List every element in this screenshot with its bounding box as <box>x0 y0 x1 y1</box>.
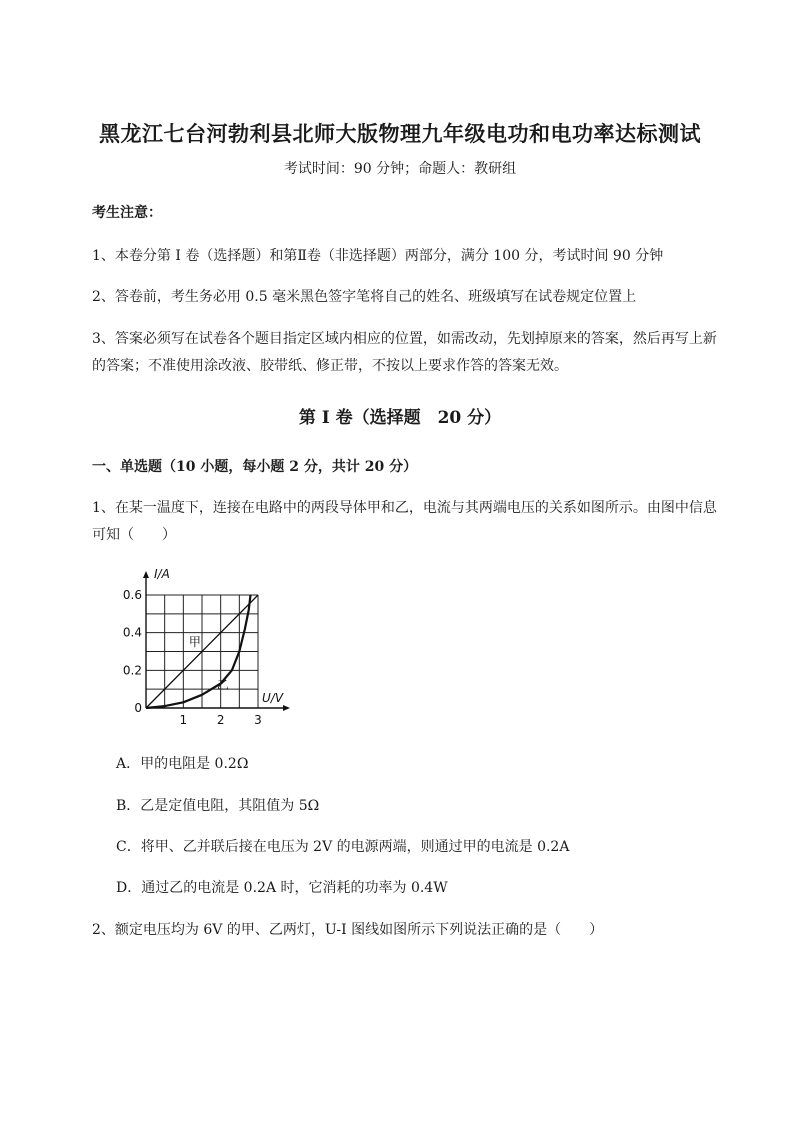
x-tick-label: 3 <box>254 713 262 726</box>
question-1-stem: 1、在某一温度下，连接在电路中的两段导体甲和乙，电流与其两端电压的关系如图所示。由图中信息 <box>92 500 717 516</box>
y-axis-label: I/A <box>154 567 170 581</box>
document-subtitle: 考试时间：90 分钟；命题人：教研组 <box>283 161 517 177</box>
question-1-option-a: A．甲的电阻是 0.2Ω <box>116 756 249 772</box>
question-1-option-b: B．乙是定值电阻，其阻值为 5Ω <box>116 798 320 814</box>
y-tick-label: 0.6 <box>122 588 142 602</box>
series-label-jia: 甲 <box>188 634 201 649</box>
question-1-option-c: C．将甲、乙并联后接在电压为 2V 的电源两端，则通过甲的电流是 0.2A <box>116 839 570 855</box>
notice-item-3: 3、答案必须写在试卷各个题目指定区域内相应的位置，如需改动，先划掉原来的答案，然后再写上新 <box>92 331 717 347</box>
notice-heading: 考生注意： <box>92 205 162 221</box>
origin-label: 0 <box>134 701 142 715</box>
series-label-yi: 乙 <box>216 678 229 693</box>
part-heading: 一、单选题（10 小题，每小题 2 分，共计 20 分） <box>92 459 418 475</box>
x-axis-label: U/V <box>262 691 284 705</box>
graph-labels <box>123 567 284 726</box>
iv-graph <box>118 566 298 726</box>
section-title: 第 I 卷（选择题 20 分） <box>298 408 502 428</box>
x-tick-label: 2 <box>216 713 225 726</box>
notice-item-2: 2、答卷前，考生务必用 0.5 毫米黑色签字笔将自己的姓名、班级填写在试卷规定位置上 <box>92 289 637 305</box>
x-tick-label: 1 <box>179 713 188 726</box>
document-title: 黑龙江七台河勃利县北师大版物理九年级电功和电功率达标测试 <box>99 121 701 146</box>
y-tick-label: 0.2 <box>122 663 142 678</box>
question-1-option-d: D．通过乙的电流是 0.2A 时，它消耗的功率为 0.4W <box>116 880 448 896</box>
question-1-stem-continued: 可知（ ） <box>92 527 176 543</box>
notice-item-1: 1、本卷分第 I 卷（选择题）和第Ⅱ卷（非选择题）两部分，满分 100 分，考试时间 90 分钟 <box>92 248 664 264</box>
y-tick-label: 0.4 <box>122 625 142 640</box>
x-axis-arrow <box>283 705 290 711</box>
question-2-stem: 2、额定电压均为 6V 的甲、乙两灯，U-I 图线如图所示下列说法正确的是（ ） <box>92 922 604 938</box>
notice-item-3-continued: 的答案；不准使用涂改液、胶带纸、修正带，不按以上要求作答的答案无效。 <box>92 358 568 374</box>
y-axis-arrow <box>143 571 149 578</box>
